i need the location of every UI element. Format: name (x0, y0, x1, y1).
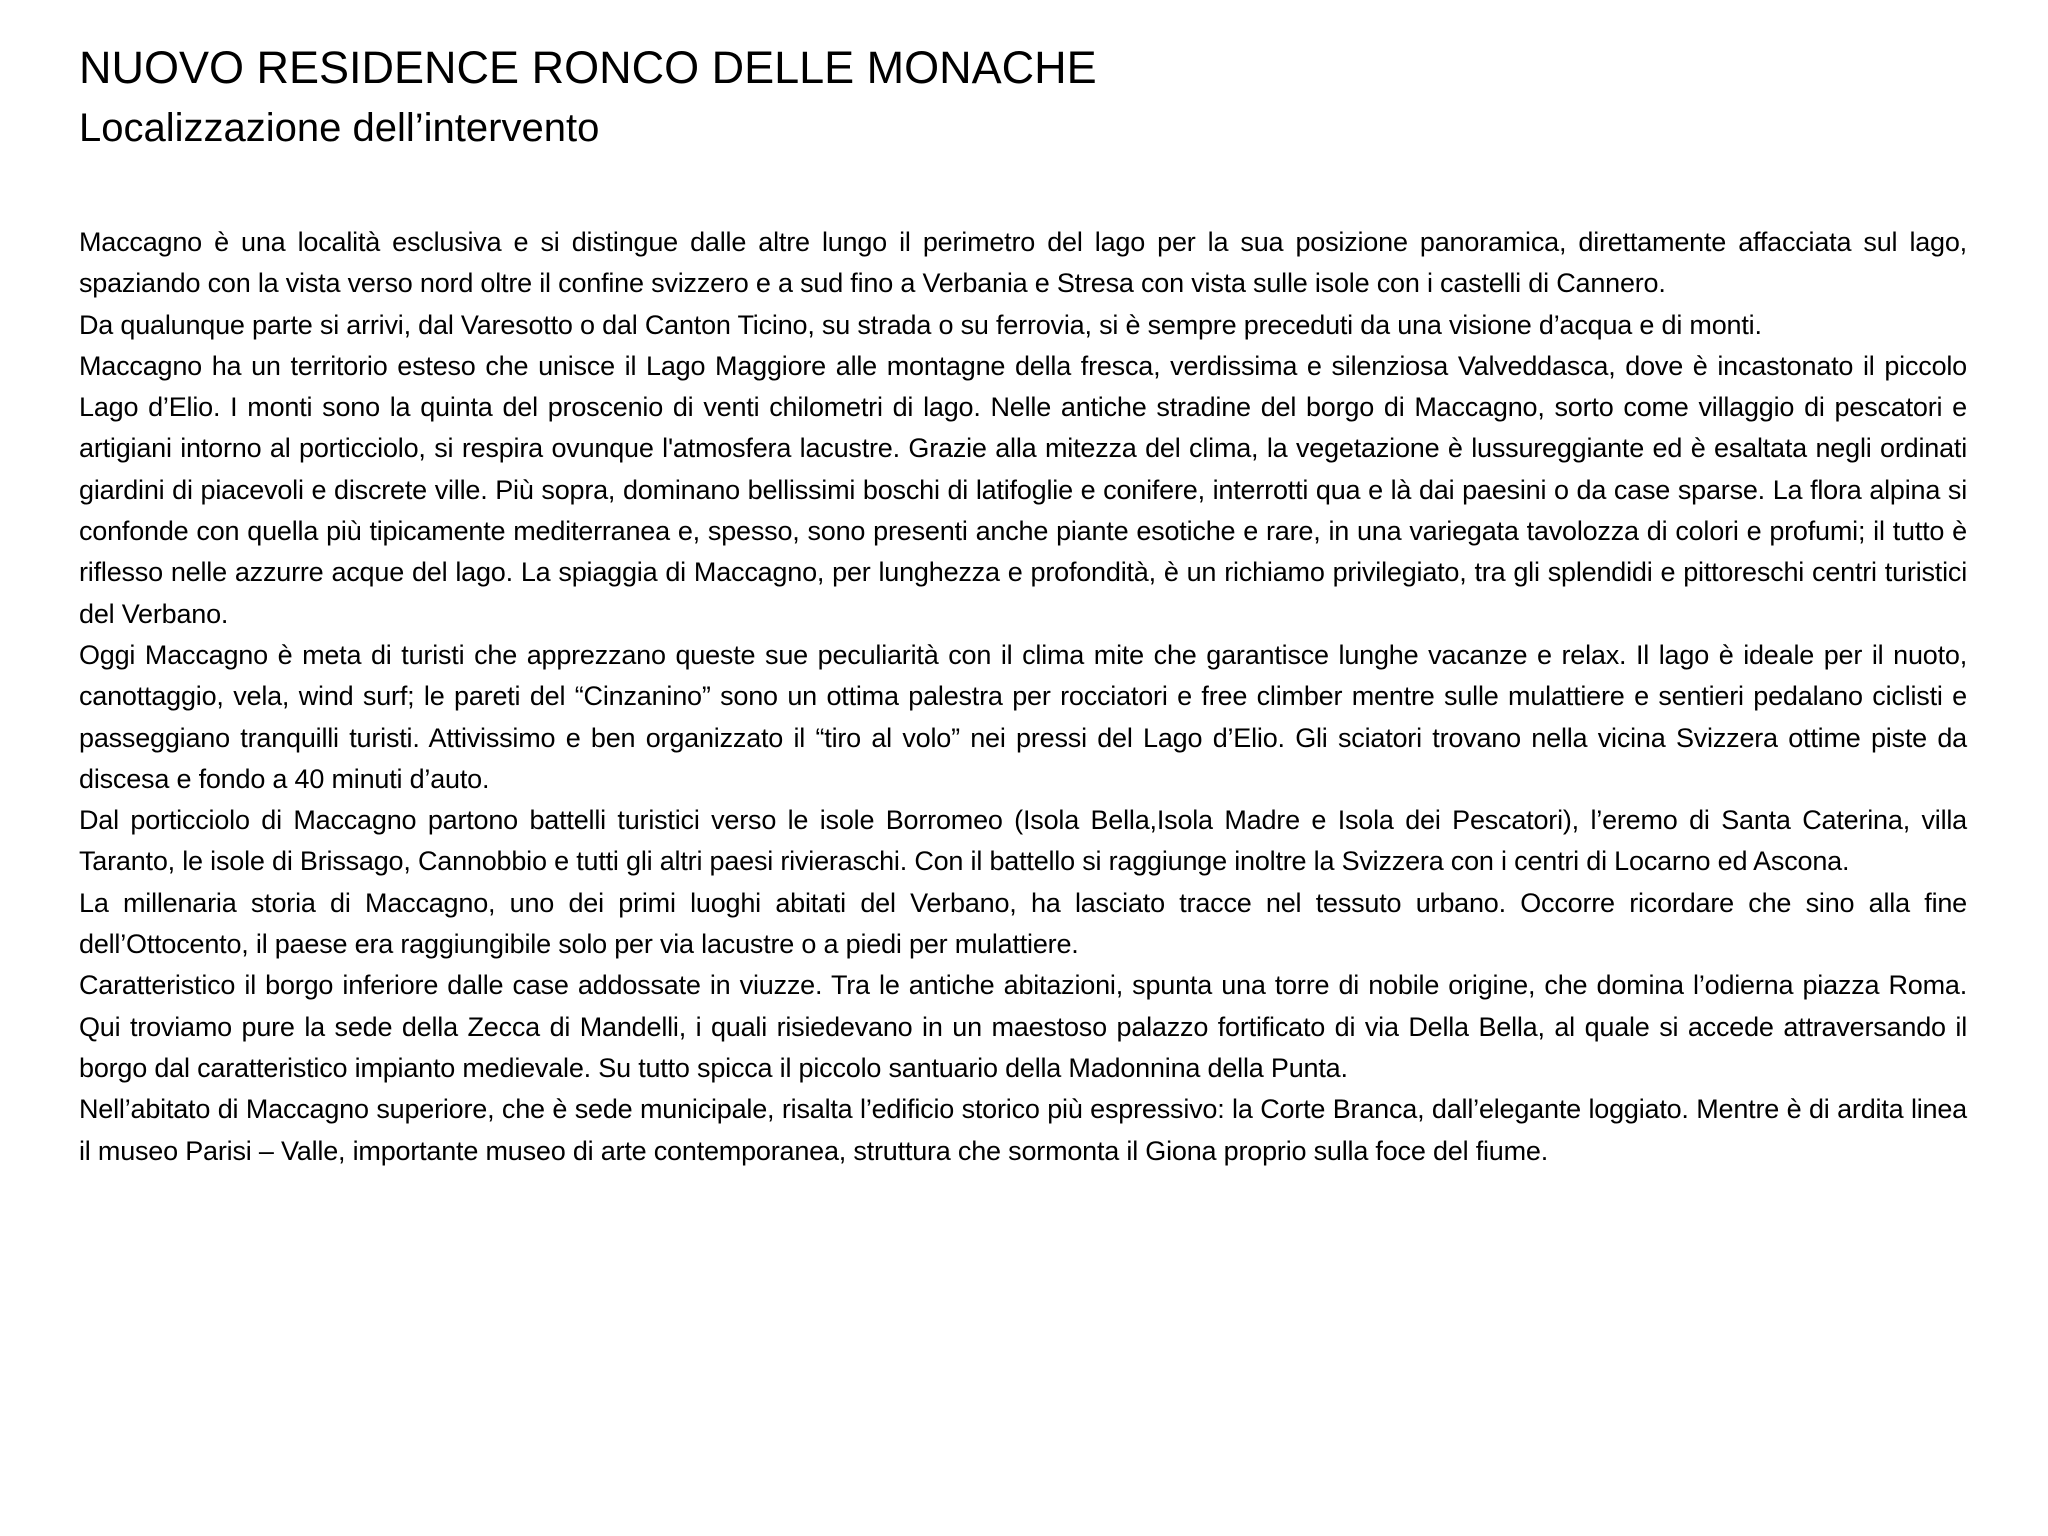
paragraph: Caratteristico il borgo inferiore dalle case addossate in viuzze. Tra le antiche abitazioni, spunta una torre di nobile origine, che domina l’odierna piazza Roma. Qui troviamo pure la sede della Zecca di Mandelli, i quali risiedevano in un maestoso palazzo fortificato di via Della Bella, al quale si accede attraversando il borgo dal caratteristico impianto medievale. Su tutto spicca il piccolo santuario della Madonnina della Punta. (79, 970, 1967, 1083)
paragraph: Dal porticciolo di Maccagno partono battelli turistici verso le isole Borromeo (Isola Bella,Isola Madre e Isola dei Pescatori), l’eremo di Santa Caterina, villa Taranto, le isole di Brissago, Cannobbio e tutti gli altri paesi rivieraschi. Con il battello si raggiunge inoltre la Svizzera con i centri di Locarno ed Ascona. (79, 805, 1967, 877)
paragraph: Nell’abitato di Maccagno superiore, che è sede municipale, risalta l’edificio storico più espressivo: la Corte Branca, dall’elegante loggiato. Mentre è di ardita linea il museo Parisi – Valle, importante museo di arte contemporanea, struttura che sormonta il Giona proprio sulla foce del fiume. (79, 1094, 1967, 1166)
page-subtitle: Localizzazione dell’intervento (79, 106, 600, 150)
paragraph: La millenaria storia di Maccagno, uno dei primi luoghi abitati del Verbano, ha lasciato tracce nel tessuto urbano. Occorre ricordare che sino alla fine dell’Ottocento, il paese era raggiungibile solo per via lacustre o a piedi per mulattiere. (79, 887, 1967, 960)
body-text (79, 222, 1967, 1172)
paragraph: Da qualunque parte si arrivi, dal Varesotto o dal Canton Ticino, su strada o su ferrovia, si è sempre preceduti da una visione d’acqua e di monti. (79, 309, 1762, 340)
paragraph: Oggi Maccagno è meta di turisti che apprezzano queste sue peculiarità con il clima mite che garantisce lunghe vacanze e relax. Il lago è ideale per il nuoto, canottaggio, vela, wind surf; le pareti del “Cinzanino” sono un ottima palestra per rocciatori e free climber mentre sulle mulattiere e sentieri pedalano ciclisti e passeggiano tranquilli turisti. Attivissimo e ben organizzato il “tiro al volo” nei pressi del Lago d’Elio. Gli sciatori trovano nella vicina Svizzera ottime piste da discesa e fondo a 40 minuti d’auto. (79, 639, 1967, 794)
paragraph: Maccagno è una località esclusiva e si distingue dalle altre lungo il perimetro del lago per la sua posizione panoramica, direttamente affacciata sul lago, spaziando con la vista verso nord oltre il confine svizzero e a sud fino a Verbania e Stresa con vista sulle isole con i castelli di Cannero. (79, 227, 1967, 299)
page-title: NUOVO RESIDENCE RONCO DELLE MONACHE (79, 42, 1097, 93)
paragraph: Maccagno ha un territorio esteso che unisce il Lago Maggiore alle montagne della fresca, verdissima e silenziosa Valveddasca, dove è incastonato il piccolo Lago d’Elio. I monti sono la quinta del proscenio di venti chilometri di lago. Nelle antiche stradine del borgo di Maccagno, sorto come villaggio di pescatori e artigiani intorno al porticciolo, si respira ovunque l'atmosfera lacustre. Grazie alla mitezza del clima, la vegetazione è lussureggiante ed è esaltata negli ordinati giardini di piacevoli e discrete ville. Più sopra, dominano bellissimi boschi di latifoglie e conifere, interrotti qua e là dai paesini o da case sparse. La flora alpina si confonde con quella più tipicamente mediterranea e, spesso, sono presenti anche piante esotiche e rare, in una variegata tavolozza di colori e profumi; il tutto è riflesso nelle azzurre acque del lago. La spiaggia di Maccagno, per lunghezza e profondità, è un richiamo privilegiato, tra gli splendidi e pittoreschi centri turistici del Verbano. (79, 350, 1967, 629)
